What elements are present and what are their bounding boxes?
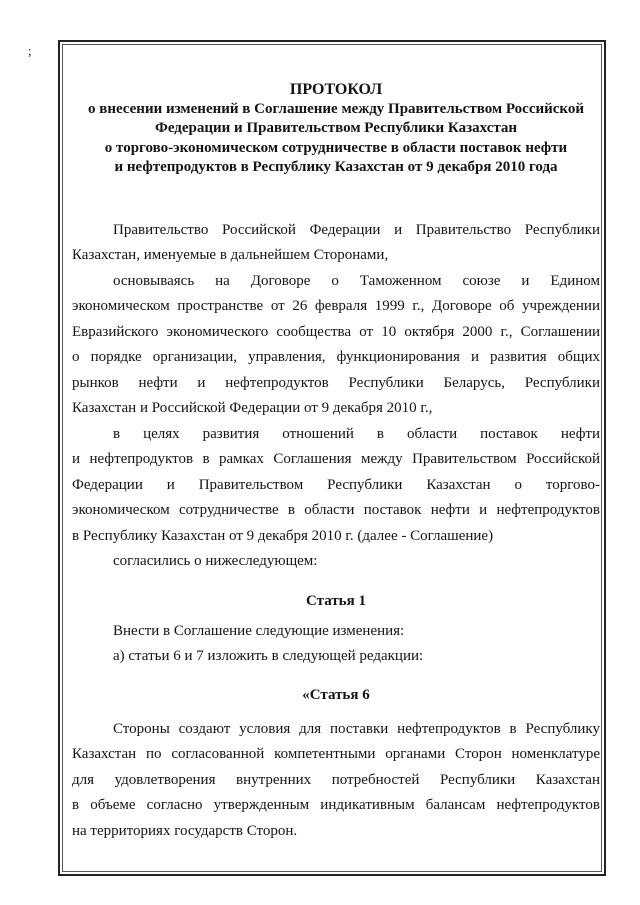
article-6-body — [72, 717, 600, 845]
title-line: о внесении изменений в Соглашение между Правительством Российской — [87, 100, 585, 117]
text-line: в объеме согласно утвержденным индикативным балансам нефтепродуктов — [72, 797, 600, 813]
title-main: ПРОТОКОЛ — [289, 81, 383, 98]
text-line: Внести в Соглашение следующие изменения: — [113, 622, 405, 639]
text-line: Правительство Российской Федерации и Правительство Республики — [113, 221, 600, 238]
text-line: Казахстан по согласованной компетентными органами Сторон номенклатуре — [72, 746, 600, 762]
text-line: Евразийского экономического сообщества от 10 октября 2000 г., Соглашении — [72, 323, 600, 340]
text-line: на территориях государств Сторон. — [72, 822, 298, 839]
intro-paragraph — [72, 218, 600, 269]
title-line: о торгово-экономическом сотрудничестве в области поставок нефти — [104, 139, 568, 156]
document-body — [72, 80, 600, 844]
text-line: Казахстан и Российской Федерации от 9 декабря 2010 г., — [72, 400, 433, 416]
title-line: Федерации и Правительством Республики Казахстан — [154, 120, 518, 136]
text-line: экономическом сотрудничестве в области поставок нефти и нефтепродуктов — [72, 502, 600, 518]
text-line: и нефтепродуктов в рамках Соглашения между Правительством Российской — [72, 451, 600, 467]
corner-mark: ; — [28, 43, 32, 58]
document-title — [72, 80, 600, 178]
text-line: Федерации и Правительством Республики Казахстан о торгово- — [72, 476, 600, 493]
title-line: и нефтепродуктов в Республику Казахстан от 9 декабря 2010 года — [114, 159, 558, 175]
text-line: о порядке организации, управления, функционирования и развития общих — [72, 349, 600, 365]
agreed-paragraph — [72, 549, 600, 575]
text-line: в Республику Казахстан от 9 декабря 2010 г. (далее - Соглашение) — [72, 527, 494, 544]
article-6-heading: «Статья 6 — [302, 686, 370, 703]
text-line: в целях развития отношений в области поставок нефти — [113, 425, 600, 442]
text-line: экономическом пространстве от 26 февраля 1999 г., Договоре об учреждении — [72, 298, 600, 314]
purpose-paragraph — [72, 422, 600, 550]
basis-paragraph — [72, 269, 600, 422]
article-1-body — [72, 619, 600, 670]
text-line: Стороны создают условия для поставки нефтепродуктов в Республику — [113, 720, 600, 737]
text-line: основываясь на Договоре о Таможенном союзе и Едином — [113, 272, 600, 289]
text-line: для удовлетворения внутренних потребностей Республики Казахстан — [72, 771, 600, 788]
text-line: согласились о нижеследующем: — [113, 553, 318, 569]
article-1-heading: Статья 1 — [306, 592, 366, 609]
text-line: рынков нефти и нефтепродуктов Республики Беларусь, Республики — [72, 374, 600, 391]
text-line: а) статьи 6 и 7 изложить в следующей редакции: — [113, 648, 424, 664]
text-line: Казахстан, именуемые в дальнейшем Сторонами, — [72, 247, 389, 263]
